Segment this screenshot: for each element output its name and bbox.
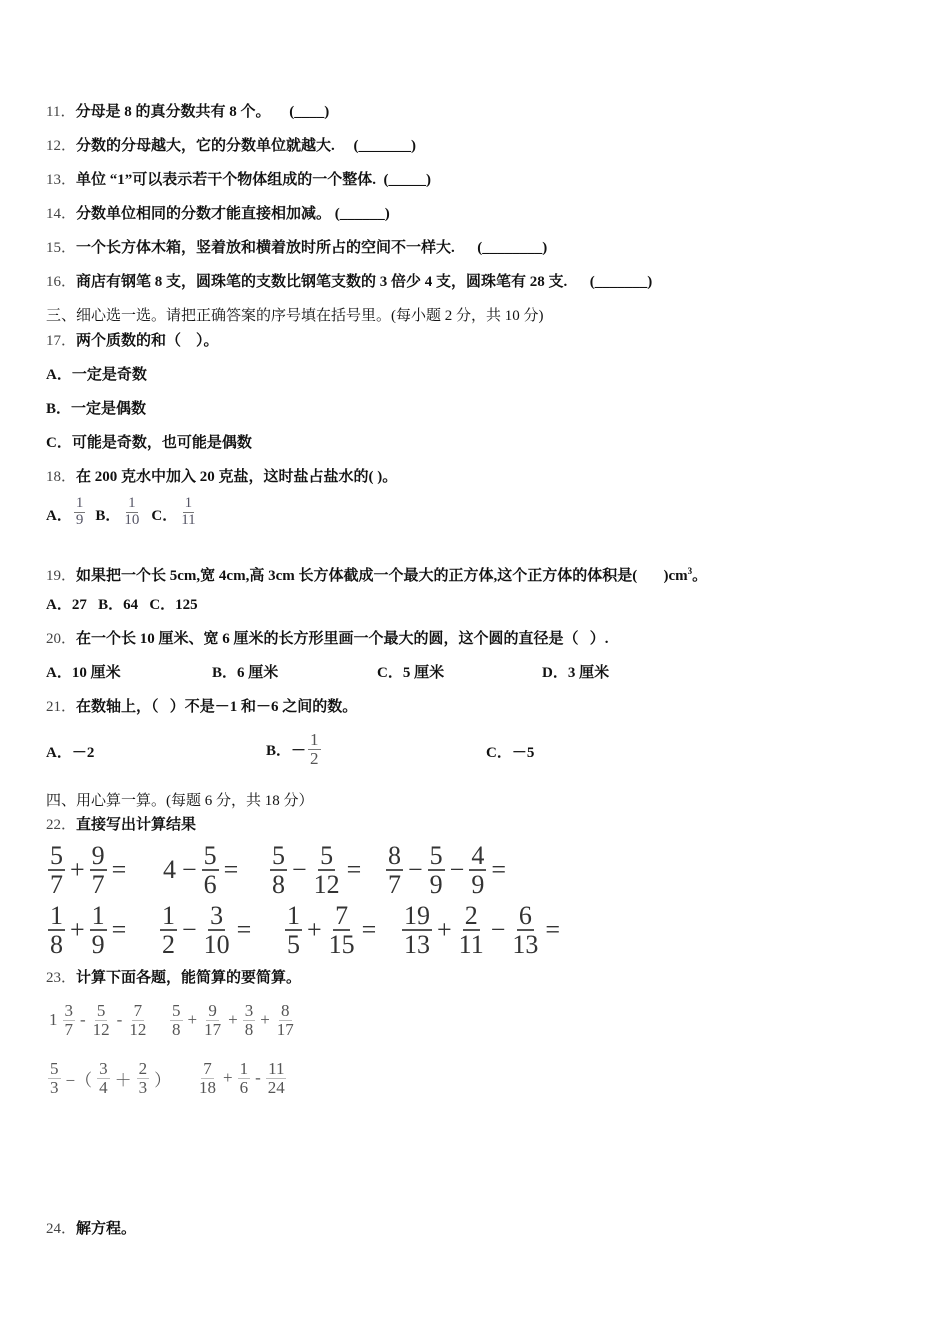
question-20: [46, 629, 609, 649]
numerator: 5: [50, 1059, 59, 1078]
denominator: 8: [172, 1019, 181, 1039]
math-expression: [268, 842, 364, 899]
question-number: 16．: [46, 274, 77, 290]
denominator: 12: [92, 1019, 110, 1039]
fraction: [122, 496, 141, 529]
question-24: [46, 1219, 136, 1239]
numerator: 7: [335, 901, 349, 930]
numerator: 7: [203, 1059, 212, 1078]
question-text: 计算下面各题，能简算的要简算。: [76, 970, 302, 986]
numerator: 5: [320, 841, 334, 870]
numerator: 1: [287, 901, 300, 930]
math-expression: [46, 1002, 150, 1039]
question-number: 13．: [46, 172, 77, 188]
numerator: 1: [310, 730, 319, 749]
fraction: [243, 1002, 256, 1039]
fraction: [137, 1060, 150, 1097]
denominator: 13: [512, 930, 539, 960]
question-number: 14．: [46, 206, 77, 222]
denominator: 6: [239, 1077, 249, 1097]
numerator: 19: [404, 901, 430, 930]
question-number: 21．: [46, 699, 77, 715]
operator: −: [408, 855, 423, 885]
question-text: 单位 “1”可以表示若干个物体组成的一个整体. (_____): [76, 172, 432, 188]
math-expression: [46, 1060, 174, 1097]
numerator: 5: [172, 1001, 181, 1020]
operator: +: [70, 915, 85, 945]
superscript: 3: [687, 566, 693, 576]
fraction: [386, 842, 403, 899]
operator: 1: [49, 1010, 58, 1030]
numerator: 5: [96, 1001, 106, 1020]
denominator: 9: [429, 870, 443, 900]
option-c: C．5 厘米: [377, 665, 445, 681]
denominator: 3: [50, 1077, 59, 1097]
operator: -: [80, 1010, 86, 1030]
numerator: 5: [272, 841, 285, 870]
denominator: 5: [287, 930, 300, 960]
question-text: 在一个长 10 厘米、宽 6 厘米的长方形里画一个最大的圆，这个圆的直径是（ ）.: [76, 631, 609, 647]
section-3-heading: 三、细心选一选。请把正确答案的序号填在括号里。(每小题 2 分，共 10 分): [46, 308, 544, 324]
numerator: 11: [268, 1059, 285, 1078]
fraction: [63, 1002, 76, 1039]
question-text: 分数的分母越大，它的分数单位就越大. (_______): [76, 138, 417, 154]
denominator: 4: [99, 1077, 108, 1097]
numerator: 8: [281, 1001, 290, 1020]
question-number: 12．: [46, 138, 77, 154]
fraction: [312, 842, 342, 899]
denominator: 13: [404, 930, 430, 960]
option-c: C．可能是奇数，也可能是偶数: [46, 435, 252, 451]
question-text: 分数单位相同的分数才能直接相加减。 (______): [76, 206, 390, 222]
fraction: [285, 902, 302, 959]
denominator: 8: [244, 1019, 254, 1039]
operator: +: [223, 1068, 233, 1088]
denominator: 3: [138, 1077, 148, 1097]
question-number: 15．: [46, 240, 77, 256]
denominator: 9: [75, 511, 84, 528]
option-b: [266, 731, 323, 768]
question-13: [46, 170, 431, 190]
denominator: 9: [471, 870, 485, 900]
operator: +: [228, 1010, 238, 1030]
numerator: 5: [50, 841, 63, 870]
operator: =: [346, 855, 362, 885]
operator: +: [70, 855, 85, 885]
numerator: 7: [133, 1001, 143, 1020]
numerator: 5: [203, 841, 217, 870]
numerator: 9: [208, 1001, 217, 1020]
operator: =: [545, 915, 561, 945]
denominator: 12: [129, 1019, 147, 1039]
section-4-heading: 四、用心算一算。(每题 6 分，共 18 分）: [46, 793, 314, 809]
denominator: 17: [276, 1019, 294, 1039]
numerator: 9: [91, 841, 105, 870]
operator: ＋: [114, 1070, 132, 1090]
denominator: 2: [162, 930, 175, 960]
fraction: [202, 1002, 223, 1039]
question-number: 17．: [46, 333, 77, 349]
operator: −: [182, 915, 197, 945]
denominator: 7: [64, 1019, 73, 1039]
fraction: [48, 902, 65, 959]
question-number: 19．: [46, 568, 77, 584]
numerator: 5: [429, 841, 443, 870]
operator: ）: [154, 1070, 172, 1090]
math-expression: [168, 1002, 298, 1039]
denominator: 10: [203, 930, 230, 960]
numerator: 1: [162, 901, 175, 930]
fraction: [48, 1060, 61, 1097]
fraction: [170, 1002, 183, 1039]
operator: +: [307, 915, 322, 945]
numerator: 1: [91, 901, 105, 930]
fraction: [48, 842, 65, 899]
question-text: 商店有钢笔 8 支，圆珠笔的支数比钢笔支数的 3 倍少 4 支，圆珠笔有 28 支. (_______): [76, 274, 653, 290]
denominator: 24: [267, 1077, 285, 1097]
question-tail: 。: [692, 568, 708, 584]
question-text: 直接写出计算结果: [76, 817, 197, 833]
numerator: 3: [64, 1001, 73, 1020]
numerator: 3: [244, 1001, 254, 1020]
numerator: 2: [138, 1059, 148, 1078]
operator: =: [236, 915, 252, 945]
denominator: 17: [204, 1019, 222, 1039]
question-text: 在 200 克水中加入 20 克盐，这时盐占盐水的( )。: [76, 469, 398, 485]
question-11: [46, 102, 329, 122]
numerator: 1: [50, 901, 63, 930]
numerator: 1: [128, 495, 136, 511]
fraction: [327, 902, 357, 959]
denominator: 8: [272, 870, 285, 900]
operator: =: [361, 915, 377, 945]
operator: −: [490, 915, 506, 945]
question-number: 23．: [46, 970, 77, 986]
question-text: 如果把一个长 5cm,宽 4cm,高 3cm 长方体截成一个最大的正方体,这个正方体的体积是( )cm: [76, 568, 688, 584]
question-14: [46, 204, 390, 224]
operator: −: [449, 855, 465, 885]
math-expression: [158, 902, 254, 959]
question-23: [46, 968, 301, 988]
fraction: [179, 496, 197, 529]
denominator: 9: [91, 930, 105, 960]
option-b: B．一定是偶数: [46, 401, 147, 417]
math-expression: [195, 1060, 289, 1097]
option-a: [46, 496, 87, 529]
operator: =: [111, 855, 127, 885]
math-expression: [46, 842, 129, 899]
numerator: 2: [464, 901, 478, 930]
operator: +: [437, 915, 452, 945]
fraction: [202, 842, 219, 899]
denominator: 12: [313, 870, 340, 900]
question-12: [46, 136, 416, 156]
option-a: A．10 厘米: [46, 665, 121, 681]
question-number: 20．: [46, 631, 77, 647]
operator: =: [111, 915, 127, 945]
fraction: [91, 1002, 112, 1039]
fraction: [90, 902, 107, 959]
denominator: 7: [50, 870, 63, 900]
operator: −: [292, 855, 307, 885]
question-18-options: [46, 496, 208, 529]
fraction: [202, 902, 232, 959]
numerator: 1: [239, 1059, 249, 1078]
denominator: 6: [203, 870, 217, 900]
question-21: [46, 697, 357, 717]
fraction: [90, 842, 107, 899]
option-c: [151, 496, 199, 529]
operator: -: [116, 1010, 123, 1030]
fraction: [238, 1060, 251, 1097]
numerator: 8: [388, 841, 401, 870]
denominator: 10: [124, 511, 140, 528]
fraction: [266, 1060, 287, 1097]
question-number: 24．: [46, 1221, 77, 1237]
fraction: [457, 902, 486, 959]
option-a: A．－2: [46, 745, 95, 761]
question-16: [46, 272, 652, 292]
question-text: 解方程。: [76, 1221, 137, 1237]
numerator: 1: [75, 495, 84, 511]
option-b: B．6 厘米: [212, 665, 279, 681]
numerator: 3: [210, 901, 224, 930]
question-text: 两个质数的和（ ）。: [76, 333, 219, 349]
fraction: [510, 902, 540, 959]
denominator: 11: [458, 930, 484, 960]
option-label: B．: [95, 507, 121, 524]
math-expression: [283, 902, 379, 959]
question-number: 18．: [46, 469, 77, 485]
question-number: 11．: [46, 104, 76, 120]
option-label: A．: [46, 507, 72, 524]
denominator: 8: [50, 930, 63, 960]
math-expression: [46, 902, 129, 959]
fraction: [308, 731, 321, 768]
option-label: B．－: [266, 742, 307, 759]
numerator: 4: [471, 841, 485, 870]
operator: =: [223, 855, 239, 885]
operator: +: [260, 1010, 270, 1030]
denominator: 15: [328, 930, 355, 960]
fraction: [74, 496, 86, 529]
question-17: [46, 331, 219, 351]
numerator: 6: [518, 901, 532, 930]
operator: =: [491, 855, 507, 885]
question-18: [46, 467, 397, 487]
fraction: [270, 842, 287, 899]
fraction: [97, 1060, 110, 1097]
option-d: D．3 厘米: [542, 665, 610, 681]
question-19: [46, 561, 707, 586]
math-expression: [384, 842, 509, 899]
option-a: A．一定是奇数: [46, 367, 147, 383]
question-19-options: A．27 B．64 C．125: [46, 597, 198, 613]
math-expression: [160, 842, 241, 899]
fraction: [160, 902, 177, 959]
fraction: [402, 902, 432, 959]
denominator: 7: [388, 870, 401, 900]
numerator: 1: [184, 495, 193, 511]
question-22: [46, 815, 196, 835]
operator: −（: [65, 1070, 93, 1090]
denominator: 11: [181, 511, 196, 528]
denominator: 18: [199, 1077, 216, 1097]
question-text: 在数轴上，（ ）不是－1 和－6 之间的数。: [76, 699, 358, 715]
operator: −: [182, 855, 197, 885]
operator: -: [255, 1068, 261, 1088]
question-number: 22．: [46, 817, 77, 833]
numerator: 3: [99, 1059, 108, 1078]
fraction: [127, 1002, 148, 1039]
question-text: 一个长方体木箱，竖着放和横着放时所占的空间不一样大. (________): [76, 240, 548, 256]
option-label: C．: [151, 507, 178, 524]
operator: +: [187, 1010, 198, 1030]
denominator: 7: [91, 870, 105, 900]
fraction: [197, 1060, 218, 1097]
option-b: [95, 496, 143, 529]
fraction: [275, 1002, 296, 1039]
operator: 4: [163, 855, 176, 885]
math-expression: [400, 902, 563, 959]
question-text: 分母是 8 的真分数共有 8 个。 (____): [75, 104, 330, 120]
fraction: [469, 842, 486, 899]
fraction: [428, 842, 445, 899]
option-c: C．－5: [486, 745, 535, 761]
denominator: 2: [310, 748, 319, 768]
question-15: [46, 238, 547, 258]
